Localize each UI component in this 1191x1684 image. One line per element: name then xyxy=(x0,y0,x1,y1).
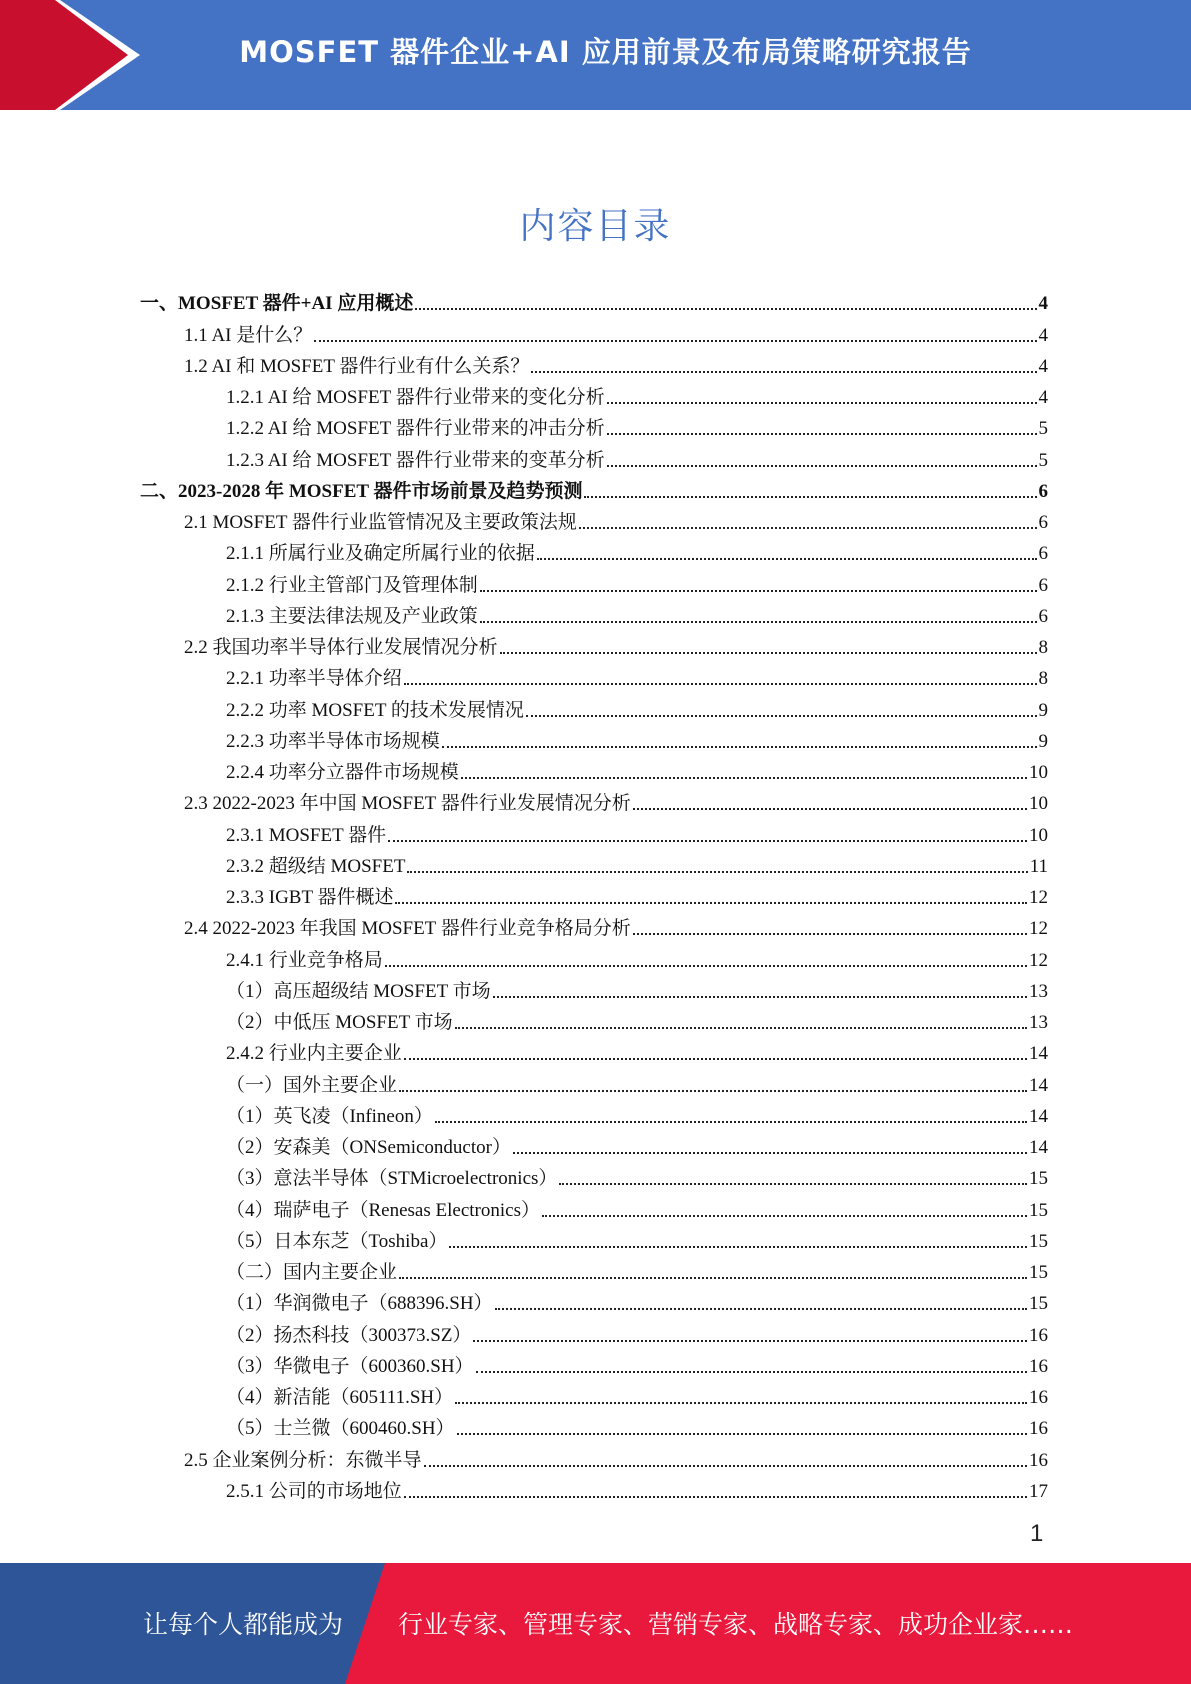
toc-entry-page: 16 xyxy=(1029,1418,1048,1440)
toc-entry[interactable] xyxy=(140,1128,1048,1159)
toc-entry-label: 2.2.4 功率分立器件市场规模 xyxy=(226,762,459,783)
toc-entry-page: 6 xyxy=(1038,574,1048,596)
toc-entry-label: 2.5 企业案例分析：东微半导 xyxy=(184,1449,422,1471)
toc-dot-leader xyxy=(493,996,1027,998)
toc-entry[interactable] xyxy=(140,940,1048,971)
toc-entry[interactable] xyxy=(140,1034,1048,1065)
toc-dot-leader xyxy=(633,808,1027,810)
toc-dot-leader xyxy=(435,1121,1027,1123)
toc-entry-label: 2.1.3 主要法律法规及产业政策 xyxy=(226,605,478,627)
toc-entry[interactable] xyxy=(140,1003,1048,1034)
toc-entry-page: 14 xyxy=(1029,1074,1048,1096)
toc-entry[interactable] xyxy=(140,1378,1048,1409)
toc-entry-label: 二、2023-2028 年 MOSFET 器件市场前景及趋势预测 xyxy=(140,480,583,502)
table-of-contents xyxy=(140,284,1048,1503)
toc-entry-page: 13 xyxy=(1029,1012,1048,1033)
toc-entry-page: 17 xyxy=(1029,1480,1048,1502)
toc-entry-page: 4 xyxy=(1038,387,1048,408)
toc-entry[interactable] xyxy=(140,1284,1048,1315)
toc-dot-leader xyxy=(584,496,1036,498)
toc-entry[interactable] xyxy=(140,1065,1048,1096)
toc-entry-label: 1.2.2 AI 给 MOSFET 器件行业带来的冲击分析 xyxy=(226,418,605,440)
toc-entry-label: 一、MOSFET 器件+AI 应用概述 xyxy=(140,293,414,315)
toc-entry-label: 2.1.1 所属行业及确定所属行业的依据 xyxy=(226,543,535,565)
toc-entry-label: （3）华微电子（600360.SH） xyxy=(226,1355,474,1377)
toc-entry-page: 14 xyxy=(1029,1137,1048,1158)
toc-entry-label: 2.3.3 IGBT 器件概述 xyxy=(226,887,394,908)
toc-entry-page: 11 xyxy=(1029,855,1048,877)
toc-dot-leader xyxy=(559,1183,1027,1185)
toc-dot-leader xyxy=(537,558,1037,560)
toc-entry[interactable] xyxy=(140,409,1048,440)
toc-entry-label: 2.4.2 行业内主要企业 xyxy=(226,1043,402,1065)
toc-entry[interactable] xyxy=(140,1472,1048,1503)
toc-entry-page: 12 xyxy=(1029,949,1048,971)
toc-entry-page: 5 xyxy=(1038,418,1048,440)
toc-heading: 内容目录 xyxy=(519,206,672,247)
toc-entry-label: （1）高压超级结 MOSFET 市场 xyxy=(226,980,491,1002)
report-title: MOSFET 器件企业+AI 应用前景及布局策略研究报告 xyxy=(239,35,972,69)
toc-entry-label: 2.4.1 行业竞争格局 xyxy=(226,949,383,971)
toc-entry-label: 2.2.2 功率 MOSFET 的技术发展情况 xyxy=(226,699,524,721)
toc-dot-leader xyxy=(480,621,1037,623)
toc-entry[interactable] xyxy=(140,378,1048,409)
toc-dot-leader xyxy=(404,1496,1027,1498)
toc-entry-label: （1）英飞凌（Infineon） xyxy=(226,1105,433,1127)
toc-entry-label: （一）国外主要企业 xyxy=(226,1074,398,1096)
toc-entry-page: 15 xyxy=(1029,1199,1048,1221)
toc-entry-page: 4 xyxy=(1038,355,1048,377)
toc-entry-label: 2.1 MOSFET 器件行业监管情况及主要政策法规 xyxy=(184,512,577,533)
header-band xyxy=(0,0,1191,110)
toc-dot-leader xyxy=(407,871,1027,873)
toc-dot-leader xyxy=(531,371,1036,373)
toc-dot-leader xyxy=(395,902,1027,904)
toc-entry[interactable] xyxy=(140,503,1048,534)
toc-entry[interactable] xyxy=(140,690,1048,721)
toc-entry[interactable] xyxy=(140,347,1048,378)
toc-entry-label: 2.2 我国功率半导体行业发展情况分析 xyxy=(184,637,498,658)
toc-dot-leader xyxy=(607,465,1037,467)
toc-dot-leader xyxy=(399,1090,1027,1092)
toc-entry-label: 1.2 AI 和 MOSFET 器件行业有什么关系？ xyxy=(184,355,530,377)
toc-entry-page: 12 xyxy=(1029,918,1048,940)
toc-entry[interactable] xyxy=(140,1315,1048,1346)
toc-entry-label: 1.2.1 AI 给 MOSFET 器件行业带来的变化分析 xyxy=(226,387,605,408)
toc-dot-leader xyxy=(314,340,1036,342)
footer-band xyxy=(0,1563,1191,1684)
toc-entry-page: 16 xyxy=(1029,1449,1048,1471)
toc-entry-page: 4 xyxy=(1038,324,1048,346)
toc-entry-page: 8 xyxy=(1038,668,1048,690)
toc-entry[interactable] xyxy=(140,784,1048,815)
toc-entry-page: 6 xyxy=(1038,512,1048,533)
toc-entry-page: 9 xyxy=(1038,730,1048,752)
toc-dot-leader xyxy=(607,402,1037,404)
toc-entry-label: （5）日本东芝（Toshiba） xyxy=(226,1230,448,1252)
toc-entry[interactable] xyxy=(140,284,1048,315)
toc-entry-label: （3）意法半导体（STMicroelectronics） xyxy=(226,1168,558,1190)
toc-dot-leader xyxy=(607,433,1037,435)
toc-entry[interactable] xyxy=(140,628,1048,659)
toc-dot-leader xyxy=(480,590,1037,592)
toc-entry-page: 12 xyxy=(1029,887,1048,908)
toc-entry-page: 9 xyxy=(1038,699,1048,721)
toc-dot-leader xyxy=(399,1277,1027,1279)
toc-entry[interactable] xyxy=(140,1190,1048,1221)
toc-dot-leader xyxy=(455,1027,1027,1029)
toc-dot-leader xyxy=(404,1058,1027,1060)
toc-dot-leader xyxy=(455,1402,1027,1404)
toc-entry[interactable] xyxy=(140,1253,1048,1284)
toc-entry-page: 13 xyxy=(1029,980,1048,1002)
toc-entry-label: 1.2.3 AI 给 MOSFET 器件行业带来的变革分析 xyxy=(226,449,605,471)
toc-entry-label: 2.3.2 超级结 MOSFET xyxy=(226,855,406,877)
toc-dot-leader xyxy=(542,1215,1027,1217)
toc-entry-label: 2.2.1 功率半导体介绍 xyxy=(226,668,402,690)
toc-entry-page: 15 xyxy=(1029,1168,1048,1190)
toc-entry[interactable] xyxy=(140,1097,1048,1128)
toc-entry[interactable] xyxy=(140,722,1048,753)
toc-entry-page: 6 xyxy=(1038,543,1048,565)
toc-entry-page: 6 xyxy=(1038,605,1048,627)
toc-entry[interactable] xyxy=(140,1409,1048,1440)
toc-entry-page: 16 xyxy=(1029,1324,1048,1346)
toc-entry[interactable] xyxy=(140,440,1048,471)
toc-entry-page: 16 xyxy=(1029,1387,1048,1408)
toc-entry[interactable] xyxy=(140,315,1048,346)
toc-dot-leader xyxy=(449,1246,1027,1248)
toc-dot-leader xyxy=(388,840,1027,842)
toc-entry-label: （4）瑞萨电子（Renesas Electronics） xyxy=(226,1199,540,1221)
toc-entry-page: 5 xyxy=(1038,449,1048,471)
toc-dot-leader xyxy=(513,1152,1027,1154)
toc-dot-leader xyxy=(385,965,1027,967)
toc-entry-label: （2）中低压 MOSFET 市场 xyxy=(226,1012,453,1033)
toc-dot-leader xyxy=(461,777,1027,779)
toc-entry-page: 15 xyxy=(1029,1230,1048,1252)
toc-dot-leader xyxy=(500,652,1037,654)
toc-dot-leader xyxy=(415,308,1036,310)
toc-entry-page: 14 xyxy=(1029,1043,1048,1065)
toc-entry-label: 2.3 2022-2023 年中国 MOSFET 器件行业发展情况分析 xyxy=(184,793,631,815)
toc-dot-leader xyxy=(633,933,1027,935)
footer-slogan-right: 行业专家、管理专家、营销专家、战略专家、成功企业家…… xyxy=(398,1610,1074,1639)
toc-entry[interactable] xyxy=(140,597,1048,628)
toc-entry[interactable] xyxy=(140,534,1048,565)
toc-entry-page: 10 xyxy=(1029,824,1048,846)
toc-dot-leader xyxy=(579,527,1037,529)
toc-entry[interactable] xyxy=(140,753,1048,784)
toc-entry-page: 10 xyxy=(1029,762,1048,783)
toc-entry[interactable] xyxy=(140,1347,1048,1378)
toc-entry-label: （二）国内主要企业 xyxy=(226,1262,398,1283)
footer-slogan-left: 让每个人都能成为 xyxy=(143,1610,344,1639)
toc-entry-label: 1.1 AI 是什么？ xyxy=(184,324,313,346)
toc-entry[interactable] xyxy=(140,565,1048,596)
toc-dot-leader xyxy=(526,715,1037,717)
toc-entry-page: 10 xyxy=(1029,793,1048,815)
toc-entry-page: 8 xyxy=(1038,637,1048,658)
toc-entry-page: 4 xyxy=(1038,293,1048,315)
toc-entry-page: 6 xyxy=(1038,480,1048,502)
toc-entry[interactable] xyxy=(140,909,1048,940)
toc-entry-page: 15 xyxy=(1029,1293,1048,1315)
toc-entry-label: （4）新洁能（605111.SH） xyxy=(226,1387,454,1408)
toc-entry-label: （2）安森美（ONSemiconductor） xyxy=(226,1137,511,1158)
toc-entry-label: （2）扬杰科技（300373.SZ） xyxy=(226,1324,472,1346)
toc-entry-label: 2.4 2022-2023 年我国 MOSFET 器件行业竞争格局分析 xyxy=(184,918,631,940)
toc-dot-leader xyxy=(404,683,1037,685)
toc-dot-leader xyxy=(442,746,1037,748)
toc-entry[interactable] xyxy=(140,972,1048,1003)
toc-entry[interactable] xyxy=(140,815,1048,846)
toc-entry-page: 14 xyxy=(1029,1105,1048,1127)
toc-entry[interactable] xyxy=(140,472,1048,503)
toc-entry-label: 2.3.1 MOSFET 器件 xyxy=(226,824,387,846)
toc-entry[interactable] xyxy=(140,1440,1048,1471)
toc-entry[interactable] xyxy=(140,659,1048,690)
toc-dot-leader xyxy=(457,1433,1027,1435)
page-number: 1 xyxy=(1030,1520,1044,1547)
toc-entry-page: 16 xyxy=(1029,1355,1048,1377)
toc-entry-label: 2.1.2 行业主管部门及管理体制 xyxy=(226,574,478,596)
toc-entry-label: （1）华润微电子（688396.SH） xyxy=(226,1293,493,1315)
toc-dot-leader xyxy=(473,1340,1027,1342)
toc-entry[interactable] xyxy=(140,1222,1048,1253)
toc-entry-page: 15 xyxy=(1029,1262,1048,1283)
toc-entry-label: （5）士兰微（600460.SH） xyxy=(226,1418,455,1440)
toc-dot-leader xyxy=(495,1308,1027,1310)
toc-entry[interactable] xyxy=(140,1159,1048,1190)
toc-entry-label: 2.5.1 公司的市场地位 xyxy=(226,1480,402,1502)
toc-dot-leader xyxy=(476,1371,1027,1373)
toc-entry-label: 2.2.3 功率半导体市场规模 xyxy=(226,730,440,752)
toc-entry[interactable] xyxy=(140,847,1048,878)
toc-entry[interactable] xyxy=(140,878,1048,909)
toc-dot-leader xyxy=(424,1465,1027,1467)
